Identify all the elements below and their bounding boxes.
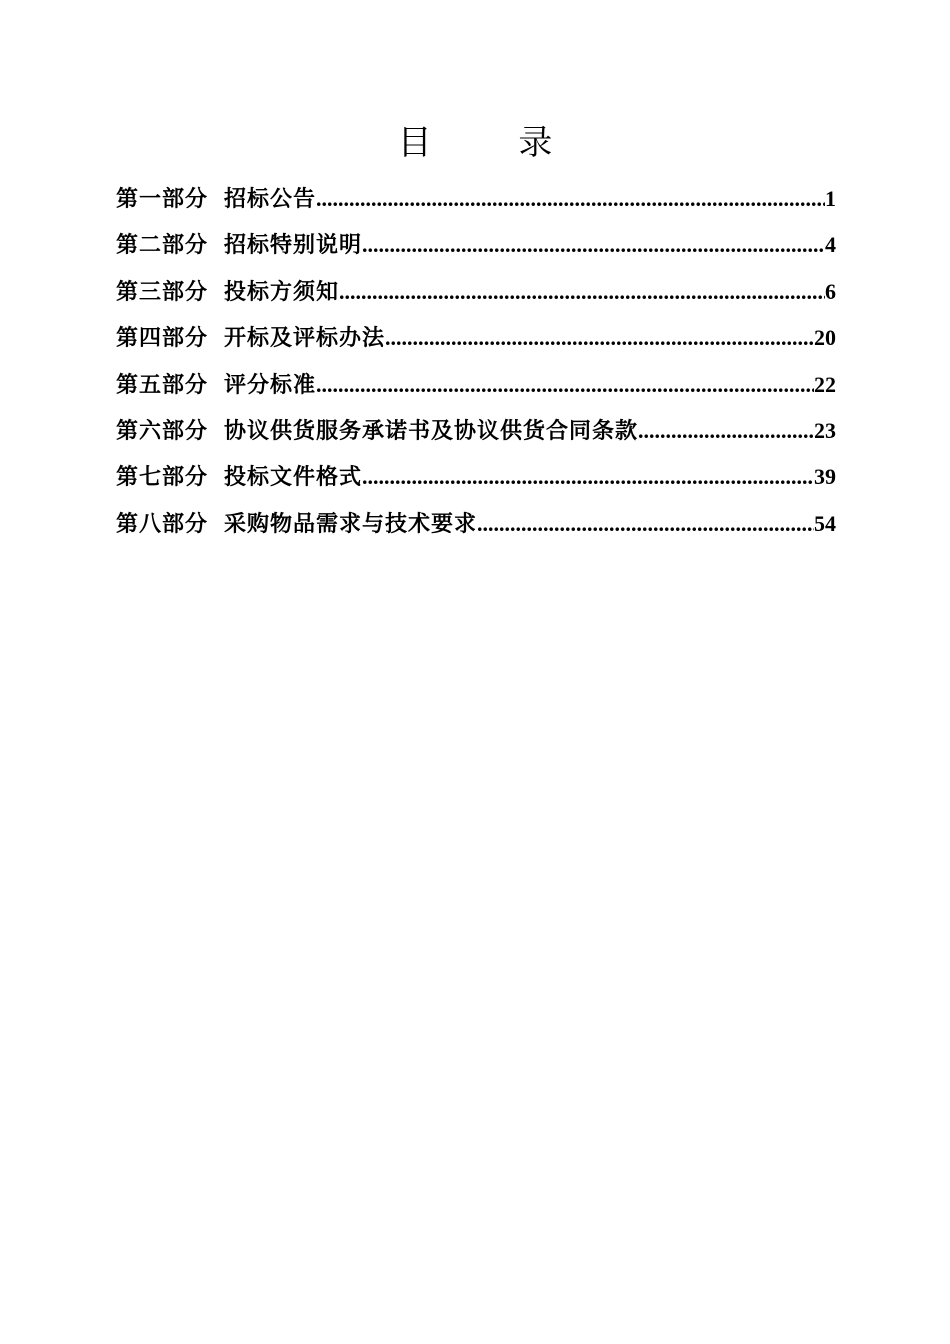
toc-entry-name: 协议供货服务承诺书及协议供货合同条款 (224, 417, 639, 443)
toc-entry-part: 第八部分 (116, 510, 209, 536)
toc-entry-page: 1 (825, 186, 836, 211)
toc-entry-part: 第七部分 (116, 464, 209, 490)
toc-entry[interactable] (116, 501, 836, 547)
toc-entry-part: 第五部分 (116, 371, 209, 397)
toc-entry-name: 评分标准 (224, 371, 317, 397)
toc-entry-page: 54 (814, 510, 836, 536)
toc-list (116, 176, 836, 547)
toc-entry-part: 第二部分 (116, 232, 209, 258)
toc-entry[interactable] (116, 222, 836, 268)
toc-entry-leader (339, 269, 825, 315)
toc-entry-page: 20 (814, 325, 836, 351)
toc-entry-leader (362, 222, 825, 268)
toc-entry-page: 23 (814, 417, 836, 443)
toc-entry-name: 采购物品需求与技术要求 (224, 510, 478, 536)
toc-entry[interactable] (116, 176, 836, 222)
toc-entry-leader (385, 315, 814, 361)
toc-entry-page: 39 (814, 464, 836, 490)
toc-entry-leader (316, 176, 825, 222)
toc-entry[interactable] (116, 408, 836, 454)
toc-entry-part: 第六部分 (116, 417, 209, 443)
toc-entry-part: 第三部分 (116, 278, 209, 304)
toc-entry-part: 第四部分 (116, 325, 209, 351)
toc-entry-name: 投标方须知 (224, 278, 340, 304)
toc-entry[interactable] (116, 362, 836, 408)
toc-entry-part: 第一部分 (116, 186, 209, 211)
toc-entry-leader (477, 501, 814, 547)
toc-entry[interactable] (116, 315, 836, 361)
toc-entry-name: 投标文件格式 (224, 464, 363, 490)
toc-entry-page: 6 (825, 278, 836, 304)
toc-entry-name: 开标及评标办法 (224, 325, 386, 351)
toc-entry-name: 招标公告 (224, 186, 317, 211)
toc-entry-page: 22 (814, 371, 836, 397)
toc-entry-page: 4 (825, 232, 836, 258)
toc-entry[interactable] (116, 269, 836, 315)
toc-entry-name: 招标特别说明 (224, 232, 363, 258)
toc-title: 目 录 (397, 123, 591, 163)
toc-entry-leader (362, 454, 814, 500)
toc-entry-leader (638, 408, 814, 454)
toc-entry-leader (316, 362, 814, 408)
toc-entry[interactable] (116, 454, 836, 500)
